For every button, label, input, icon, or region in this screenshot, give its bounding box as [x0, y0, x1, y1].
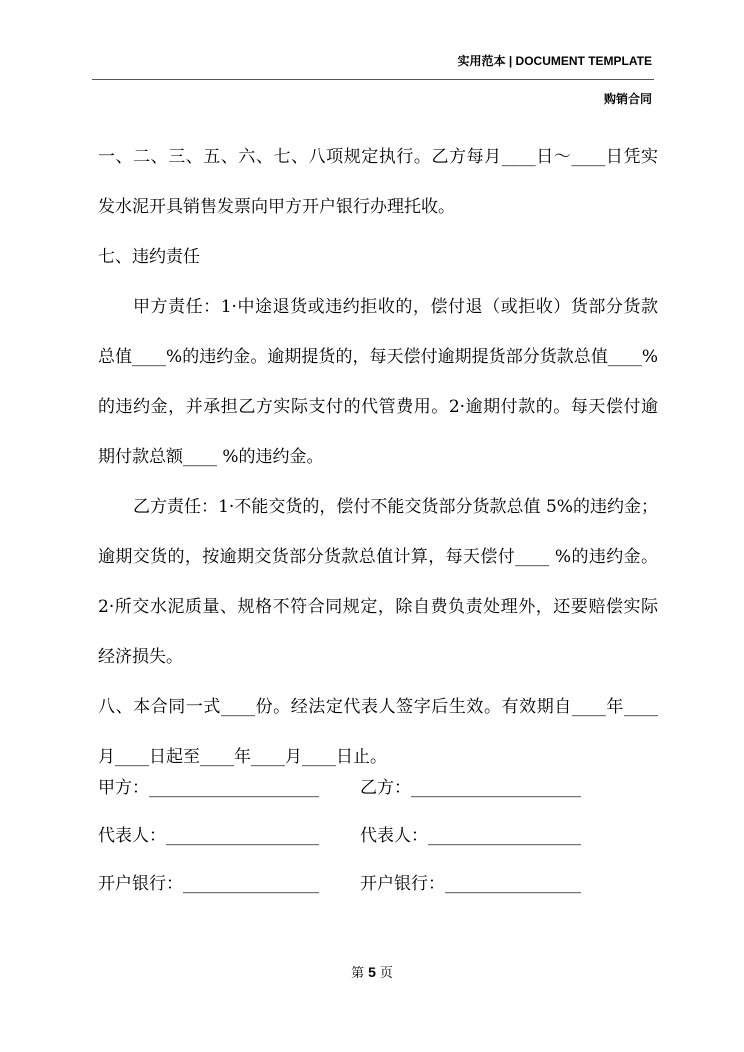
- page-number-prefix: 第: [351, 966, 365, 981]
- paragraph-party-a-liability: 甲方责任：1·中途退货或违约拒收的，偿付退（或拒收）货部分货款总值____%的违约金。逾期提货的，每天偿付逾期提货部分货款总值____%的违约金，并承担乙方实际支付的代管费用。2·逾期付款的。每天偿付逾期付款总额____ %的违约金。: [98, 297, 658, 467]
- document-body: [98, 132, 658, 782]
- rep-a-field: 代表人：__________________: [98, 826, 319, 846]
- signature-row-bank: [98, 860, 658, 908]
- party-a-field: 甲方：____________________: [98, 778, 319, 798]
- section-heading-breach: 七、违约责任: [98, 247, 200, 267]
- signature-row-representative: [98, 812, 658, 860]
- header-subtitle: 购销合同: [603, 92, 652, 106]
- page-footer: [0, 962, 744, 981]
- paragraph-party-b-liability: 乙方责任：1·不能交货的，偿付不能交货部分货款总值 5%的违约金；逾期交货的，按逾期交货部分货款总值计算，每天偿付____ %的违约金。2·所交水泥质量、规格不符合同规定，除自费负责处理外，还要赔偿实际经济损失。: [98, 497, 658, 667]
- page-number-suffix: 页: [379, 966, 393, 981]
- party-b-field: 乙方：____________________: [360, 778, 581, 798]
- bank-a-field: 开户银行：________________: [98, 874, 319, 894]
- bank-b-field: 开户银行：________________: [360, 874, 581, 894]
- paragraph-contract-validity: 八、本合同一式____份。经法定代表人签字后生效。有效期自____年____月____日起至____年____月____日止。: [98, 697, 658, 767]
- page-number: 5: [368, 964, 376, 980]
- signature-row-party: [98, 764, 658, 812]
- header-divider: [92, 79, 654, 80]
- paragraph-clause-continuation: 一、二、三、五、六、七、八项规定执行。乙方每月____日～____日凭实发水泥开具销售发票向甲方开户银行办理托收。: [98, 147, 658, 217]
- rep-b-field: 代表人：__________________: [360, 826, 581, 846]
- header-title: 实用范本 | DOCUMENT TEMPLATE: [457, 54, 652, 68]
